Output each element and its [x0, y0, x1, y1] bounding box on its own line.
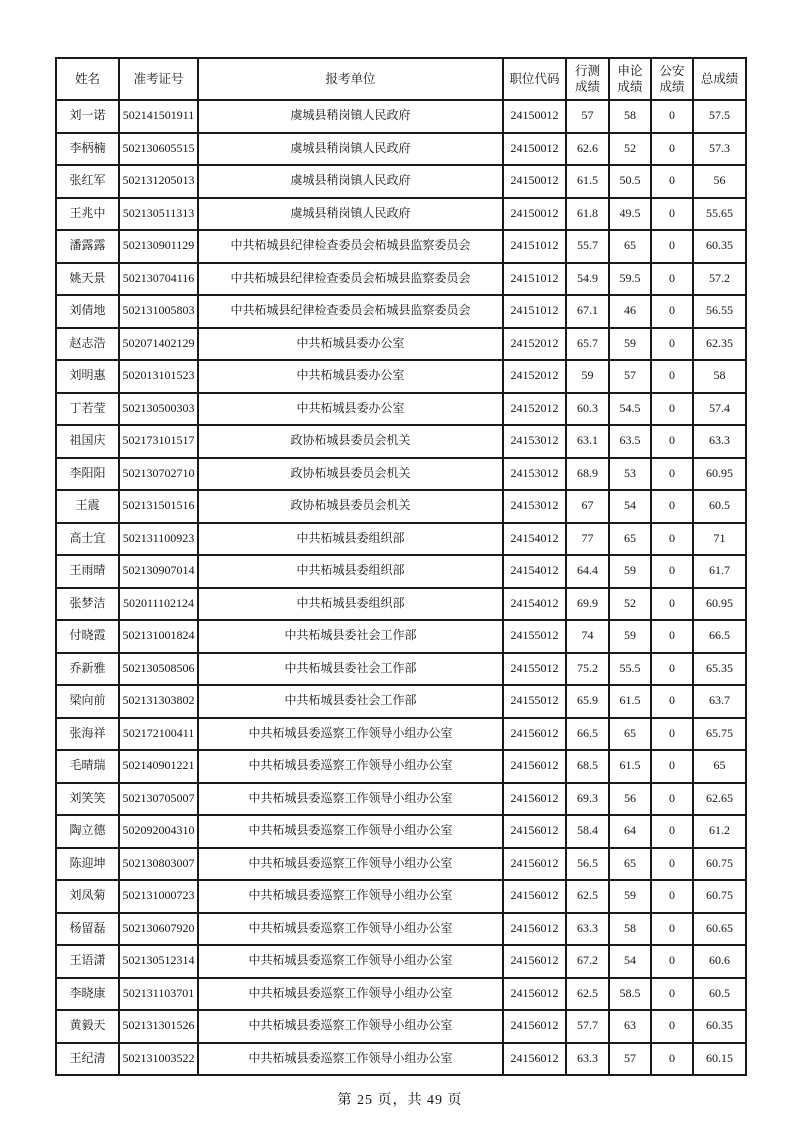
name-cell: 李阳阳 [56, 458, 119, 491]
position-code-cell: 24156012 [503, 913, 566, 946]
unit-cell: 中共柘城县委办公室 [198, 393, 503, 426]
xingce-score-cell: 77 [566, 523, 609, 556]
table-row [56, 653, 746, 686]
name-cell: 张海祥 [56, 718, 119, 751]
gongan-score-cell: 0 [651, 328, 693, 361]
unit-cell: 中共柘城县委社会工作部 [198, 620, 503, 653]
position-code-cell: 24156012 [503, 783, 566, 816]
shenlun-score-cell: 59 [609, 880, 651, 913]
name-cell: 王兆中 [56, 198, 119, 231]
column-header: 行测成绩 [566, 58, 609, 100]
name-cell: 张梦洁 [56, 588, 119, 621]
ticket-number-cell: 502013101523 [119, 360, 198, 393]
shenlun-score-cell: 54.5 [609, 393, 651, 426]
ticket-number-cell: 502130803007 [119, 848, 198, 881]
position-code-cell: 24154012 [503, 555, 566, 588]
unit-cell: 虞城县稍岗镇人民政府 [198, 165, 503, 198]
unit-cell: 中共柘城县纪律检查委员会柘城县监察委员会 [198, 230, 503, 263]
shenlun-score-cell: 58 [609, 913, 651, 946]
position-code-cell: 24156012 [503, 1010, 566, 1043]
xingce-score-cell: 65.9 [566, 685, 609, 718]
total-score-cell: 71 [693, 523, 746, 556]
name-cell: 杨留磊 [56, 913, 119, 946]
total-score-cell: 56.55 [693, 295, 746, 328]
gongan-score-cell: 0 [651, 425, 693, 458]
table-row [56, 815, 746, 848]
name-cell: 刘笑笑 [56, 783, 119, 816]
total-score-cell: 60.35 [693, 230, 746, 263]
position-code-cell: 24154012 [503, 588, 566, 621]
unit-cell: 虞城县稍岗镇人民政府 [198, 100, 503, 133]
gongan-score-cell: 0 [651, 685, 693, 718]
table-row [56, 230, 746, 263]
shenlun-score-cell: 58 [609, 100, 651, 133]
table-row [56, 458, 746, 491]
name-cell: 李晓康 [56, 978, 119, 1011]
table-row [56, 1043, 746, 1076]
gongan-score-cell: 0 [651, 295, 693, 328]
position-code-cell: 24156012 [503, 848, 566, 881]
ticket-number-cell: 502131100923 [119, 523, 198, 556]
column-header: 准考证号 [119, 58, 198, 100]
position-code-cell: 24155012 [503, 620, 566, 653]
table-row [56, 620, 746, 653]
total-score-cell: 62.35 [693, 328, 746, 361]
table-row [56, 263, 746, 296]
table-row [56, 945, 746, 978]
table-row [56, 555, 746, 588]
gongan-score-cell: 0 [651, 490, 693, 523]
ticket-number-cell: 502130512314 [119, 945, 198, 978]
table-row [56, 523, 746, 556]
ticket-number-cell: 502130907014 [119, 555, 198, 588]
total-score-cell: 60.65 [693, 913, 746, 946]
unit-cell: 中共柘城县委巡察工作领导小组办公室 [198, 1043, 503, 1076]
table-row [56, 1010, 746, 1043]
unit-cell: 中共柘城县委巡察工作领导小组办公室 [198, 978, 503, 1011]
total-score-cell: 62.65 [693, 783, 746, 816]
shenlun-score-cell: 65 [609, 523, 651, 556]
shenlun-score-cell: 59 [609, 555, 651, 588]
shenlun-score-cell: 63 [609, 1010, 651, 1043]
ticket-number-cell: 502130508506 [119, 653, 198, 686]
xingce-score-cell: 67.2 [566, 945, 609, 978]
shenlun-score-cell: 57 [609, 1043, 651, 1076]
unit-cell: 中共柘城县委巡察工作领导小组办公室 [198, 783, 503, 816]
gongan-score-cell: 0 [651, 165, 693, 198]
total-score-cell: 63.7 [693, 685, 746, 718]
unit-cell: 政协柘城县委员会机关 [198, 425, 503, 458]
shenlun-score-cell: 65 [609, 848, 651, 881]
unit-cell: 中共柘城县委巡察工作领导小组办公室 [198, 848, 503, 881]
xingce-score-cell: 62.5 [566, 978, 609, 1011]
gongan-score-cell: 0 [651, 263, 693, 296]
name-cell: 王雨晴 [56, 555, 119, 588]
total-score-cell: 65.35 [693, 653, 746, 686]
unit-cell: 中共柘城县委组织部 [198, 588, 503, 621]
table-row [56, 978, 746, 1011]
unit-cell: 中共柘城县委巡察工作领导小组办公室 [198, 1010, 503, 1043]
name-cell: 毛晴瑞 [56, 750, 119, 783]
gongan-score-cell: 0 [651, 555, 693, 588]
name-cell: 梁向前 [56, 685, 119, 718]
table-row [56, 750, 746, 783]
ticket-number-cell: 502173101517 [119, 425, 198, 458]
gongan-score-cell: 0 [651, 653, 693, 686]
xingce-score-cell: 60.3 [566, 393, 609, 426]
unit-cell: 政协柘城县委员会机关 [198, 490, 503, 523]
total-score-cell: 55.65 [693, 198, 746, 231]
ticket-number-cell: 502130500303 [119, 393, 198, 426]
xingce-score-cell: 68.9 [566, 458, 609, 491]
table-row [56, 295, 746, 328]
unit-cell: 虞城县稍岗镇人民政府 [198, 133, 503, 166]
xingce-score-cell: 56.5 [566, 848, 609, 881]
shenlun-score-cell: 54 [609, 945, 651, 978]
total-score-cell: 57.4 [693, 393, 746, 426]
shenlun-score-cell: 59 [609, 328, 651, 361]
name-cell: 刘明惠 [56, 360, 119, 393]
xingce-score-cell: 66.5 [566, 718, 609, 751]
ticket-number-cell: 502130901129 [119, 230, 198, 263]
ticket-number-cell: 502131103701 [119, 978, 198, 1011]
shenlun-score-cell: 61.5 [609, 685, 651, 718]
gongan-score-cell: 0 [651, 620, 693, 653]
shenlun-score-cell: 59.5 [609, 263, 651, 296]
table-row [56, 133, 746, 166]
total-score-cell: 65 [693, 750, 746, 783]
ticket-number-cell: 502131205013 [119, 165, 198, 198]
unit-cell: 中共柘城县委办公室 [198, 360, 503, 393]
gongan-score-cell: 0 [651, 750, 693, 783]
xingce-score-cell: 54.9 [566, 263, 609, 296]
shenlun-score-cell: 64 [609, 815, 651, 848]
position-code-cell: 24155012 [503, 653, 566, 686]
xingce-score-cell: 57 [566, 100, 609, 133]
unit-cell: 中共柘城县委巡察工作领导小组办公室 [198, 945, 503, 978]
xingce-score-cell: 63.3 [566, 1043, 609, 1076]
gongan-score-cell: 0 [651, 880, 693, 913]
ticket-number-cell: 502131301526 [119, 1010, 198, 1043]
unit-cell: 虞城县稍岗镇人民政府 [198, 198, 503, 231]
xingce-score-cell: 74 [566, 620, 609, 653]
xingce-score-cell: 62.6 [566, 133, 609, 166]
xingce-score-cell: 59 [566, 360, 609, 393]
name-cell: 刘一诺 [56, 100, 119, 133]
table-row [56, 100, 746, 133]
total-score-cell: 57.2 [693, 263, 746, 296]
ticket-number-cell: 502131000723 [119, 880, 198, 913]
xingce-score-cell: 67 [566, 490, 609, 523]
unit-cell: 中共柘城县委巡察工作领导小组办公室 [198, 750, 503, 783]
shenlun-score-cell: 52 [609, 133, 651, 166]
name-cell: 王纪清 [56, 1043, 119, 1076]
name-cell: 乔新雅 [56, 653, 119, 686]
ticket-number-cell: 502130705007 [119, 783, 198, 816]
ticket-number-cell: 502011102124 [119, 588, 198, 621]
unit-cell: 中共柘城县委组织部 [198, 523, 503, 556]
gongan-score-cell: 0 [651, 913, 693, 946]
position-code-cell: 24151012 [503, 295, 566, 328]
position-code-cell: 24154012 [503, 523, 566, 556]
table-row [56, 880, 746, 913]
shenlun-score-cell: 57 [609, 360, 651, 393]
shenlun-score-cell: 61.5 [609, 750, 651, 783]
ticket-number-cell: 502071402129 [119, 328, 198, 361]
position-code-cell: 24156012 [503, 750, 566, 783]
ticket-number-cell: 502131001824 [119, 620, 198, 653]
xingce-score-cell: 63.1 [566, 425, 609, 458]
shenlun-score-cell: 46 [609, 295, 651, 328]
name-cell: 潘露露 [56, 230, 119, 263]
gongan-score-cell: 0 [651, 978, 693, 1011]
shenlun-score-cell: 54 [609, 490, 651, 523]
column-header: 公安成绩 [651, 58, 693, 100]
page-number: 第 25 页，共 49 页 [337, 1093, 463, 1108]
shenlun-score-cell: 52 [609, 588, 651, 621]
position-code-cell: 24150012 [503, 133, 566, 166]
gongan-score-cell: 0 [651, 718, 693, 751]
position-code-cell: 24150012 [503, 100, 566, 133]
table-row [56, 783, 746, 816]
xingce-score-cell: 57.7 [566, 1010, 609, 1043]
table-row [56, 328, 746, 361]
total-score-cell: 63.3 [693, 425, 746, 458]
position-code-cell: 24156012 [503, 1043, 566, 1076]
position-code-cell: 24151012 [503, 230, 566, 263]
name-cell: 刘倩地 [56, 295, 119, 328]
gongan-score-cell: 0 [651, 100, 693, 133]
column-header: 报考单位 [198, 58, 503, 100]
column-header: 总成绩 [693, 58, 746, 100]
gongan-score-cell: 0 [651, 523, 693, 556]
shenlun-score-cell: 49.5 [609, 198, 651, 231]
shenlun-score-cell: 50.5 [609, 165, 651, 198]
gongan-score-cell: 0 [651, 783, 693, 816]
xingce-score-cell: 61.5 [566, 165, 609, 198]
position-code-cell: 24156012 [503, 815, 566, 848]
xingce-score-cell: 67.1 [566, 295, 609, 328]
name-cell: 黄毅天 [56, 1010, 119, 1043]
position-code-cell: 24156012 [503, 718, 566, 751]
total-score-cell: 61.7 [693, 555, 746, 588]
gongan-score-cell: 0 [651, 360, 693, 393]
column-header: 职位代码 [503, 58, 566, 100]
xingce-score-cell: 69.9 [566, 588, 609, 621]
total-score-cell: 61.2 [693, 815, 746, 848]
ticket-number-cell: 502130607920 [119, 913, 198, 946]
shenlun-score-cell: 65 [609, 230, 651, 263]
unit-cell: 中共柘城县委巡察工作领导小组办公室 [198, 815, 503, 848]
table-row [56, 718, 746, 751]
total-score-cell: 60.95 [693, 458, 746, 491]
position-code-cell: 24152012 [503, 360, 566, 393]
unit-cell: 中共柘城县委社会工作部 [198, 685, 503, 718]
ticket-number-cell: 502130605515 [119, 133, 198, 166]
column-header: 申论成绩 [609, 58, 651, 100]
ticket-number-cell: 502140901221 [119, 750, 198, 783]
table-row [56, 685, 746, 718]
name-cell: 陶立德 [56, 815, 119, 848]
shenlun-score-cell: 63.5 [609, 425, 651, 458]
shenlun-score-cell: 58.5 [609, 978, 651, 1011]
position-code-cell: 24156012 [503, 978, 566, 1011]
total-score-cell: 57.3 [693, 133, 746, 166]
table-row [56, 165, 746, 198]
table-row [56, 360, 746, 393]
total-score-cell: 57.5 [693, 100, 746, 133]
position-code-cell: 24150012 [503, 198, 566, 231]
ticket-number-cell: 502092004310 [119, 815, 198, 848]
table-row [56, 588, 746, 621]
total-score-cell: 60.15 [693, 1043, 746, 1076]
xingce-score-cell: 69.3 [566, 783, 609, 816]
xingce-score-cell: 61.8 [566, 198, 609, 231]
name-cell: 姚天景 [56, 263, 119, 296]
shenlun-score-cell: 56 [609, 783, 651, 816]
gongan-score-cell: 0 [651, 133, 693, 166]
ticket-number-cell: 502141501911 [119, 100, 198, 133]
total-score-cell: 60.5 [693, 978, 746, 1011]
total-score-cell: 60.75 [693, 848, 746, 881]
position-code-cell: 24153012 [503, 458, 566, 491]
name-cell: 李柄楠 [56, 133, 119, 166]
name-cell: 陈迎坤 [56, 848, 119, 881]
unit-cell: 中共柘城县委巡察工作领导小组办公室 [198, 880, 503, 913]
xingce-score-cell: 68.5 [566, 750, 609, 783]
header-row [56, 58, 746, 100]
gongan-score-cell: 0 [651, 588, 693, 621]
gongan-score-cell: 0 [651, 393, 693, 426]
gongan-score-cell: 0 [651, 945, 693, 978]
position-code-cell: 24151012 [503, 263, 566, 296]
xingce-score-cell: 55.7 [566, 230, 609, 263]
position-code-cell: 24156012 [503, 880, 566, 913]
ticket-number-cell: 502130702710 [119, 458, 198, 491]
name-cell: 王震 [56, 490, 119, 523]
ticket-number-cell: 502130511313 [119, 198, 198, 231]
xingce-score-cell: 62.5 [566, 880, 609, 913]
table-row [56, 425, 746, 458]
gongan-score-cell: 0 [651, 815, 693, 848]
name-cell: 高士宜 [56, 523, 119, 556]
total-score-cell: 60.35 [693, 1010, 746, 1043]
name-cell: 王语潇 [56, 945, 119, 978]
name-cell: 刘凤菊 [56, 880, 119, 913]
unit-cell: 中共柘城县委办公室 [198, 328, 503, 361]
shenlun-score-cell: 65 [609, 718, 651, 751]
position-code-cell: 24150012 [503, 165, 566, 198]
position-code-cell: 24153012 [503, 490, 566, 523]
total-score-cell: 58 [693, 360, 746, 393]
unit-cell: 中共柘城县委巡察工作领导小组办公室 [198, 718, 503, 751]
unit-cell: 中共柘城县纪律检查委员会柘城县监察委员会 [198, 263, 503, 296]
total-score-cell: 60.75 [693, 880, 746, 913]
total-score-cell: 60.95 [693, 588, 746, 621]
unit-cell: 中共柘城县委组织部 [198, 555, 503, 588]
ticket-number-cell: 502131303802 [119, 685, 198, 718]
unit-cell: 中共柘城县委社会工作部 [198, 653, 503, 686]
table-row [56, 490, 746, 523]
name-cell: 丁若莹 [56, 393, 119, 426]
position-code-cell: 24155012 [503, 685, 566, 718]
xingce-score-cell: 63.3 [566, 913, 609, 946]
shenlun-score-cell: 55.5 [609, 653, 651, 686]
name-cell: 张红军 [56, 165, 119, 198]
gongan-score-cell: 0 [651, 1043, 693, 1076]
shenlun-score-cell: 53 [609, 458, 651, 491]
position-code-cell: 24152012 [503, 393, 566, 426]
table-row [56, 198, 746, 231]
total-score-cell: 65.75 [693, 718, 746, 751]
position-code-cell: 24153012 [503, 425, 566, 458]
shenlun-score-cell: 59 [609, 620, 651, 653]
unit-cell: 政协柘城县委员会机关 [198, 458, 503, 491]
unit-cell: 中共柘城县委巡察工作领导小组办公室 [198, 913, 503, 946]
gongan-score-cell: 0 [651, 1010, 693, 1043]
total-score-cell: 60.5 [693, 490, 746, 523]
gongan-score-cell: 0 [651, 458, 693, 491]
unit-cell: 中共柘城县纪律检查委员会柘城县监察委员会 [198, 295, 503, 328]
ticket-number-cell: 502131501516 [119, 490, 198, 523]
gongan-score-cell: 0 [651, 198, 693, 231]
ticket-number-cell: 502131003522 [119, 1043, 198, 1076]
xingce-score-cell: 58.4 [566, 815, 609, 848]
total-score-cell: 66.5 [693, 620, 746, 653]
position-code-cell: 24156012 [503, 945, 566, 978]
name-cell: 祖国庆 [56, 425, 119, 458]
table-row [56, 848, 746, 881]
xingce-score-cell: 64.4 [566, 555, 609, 588]
name-cell: 付晓霞 [56, 620, 119, 653]
position-code-cell: 24152012 [503, 328, 566, 361]
total-score-cell: 56 [693, 165, 746, 198]
xingce-score-cell: 75.2 [566, 653, 609, 686]
total-score-cell: 60.6 [693, 945, 746, 978]
table-row [56, 913, 746, 946]
name-cell: 赵志浩 [56, 328, 119, 361]
gongan-score-cell: 0 [651, 848, 693, 881]
score-table [55, 57, 747, 1076]
ticket-number-cell: 502172100411 [119, 718, 198, 751]
gongan-score-cell: 0 [651, 230, 693, 263]
column-header: 姓名 [56, 58, 119, 100]
ticket-number-cell: 502131005803 [119, 295, 198, 328]
xingce-score-cell: 65.7 [566, 328, 609, 361]
table-row [56, 393, 746, 426]
ticket-number-cell: 502130704116 [119, 263, 198, 296]
